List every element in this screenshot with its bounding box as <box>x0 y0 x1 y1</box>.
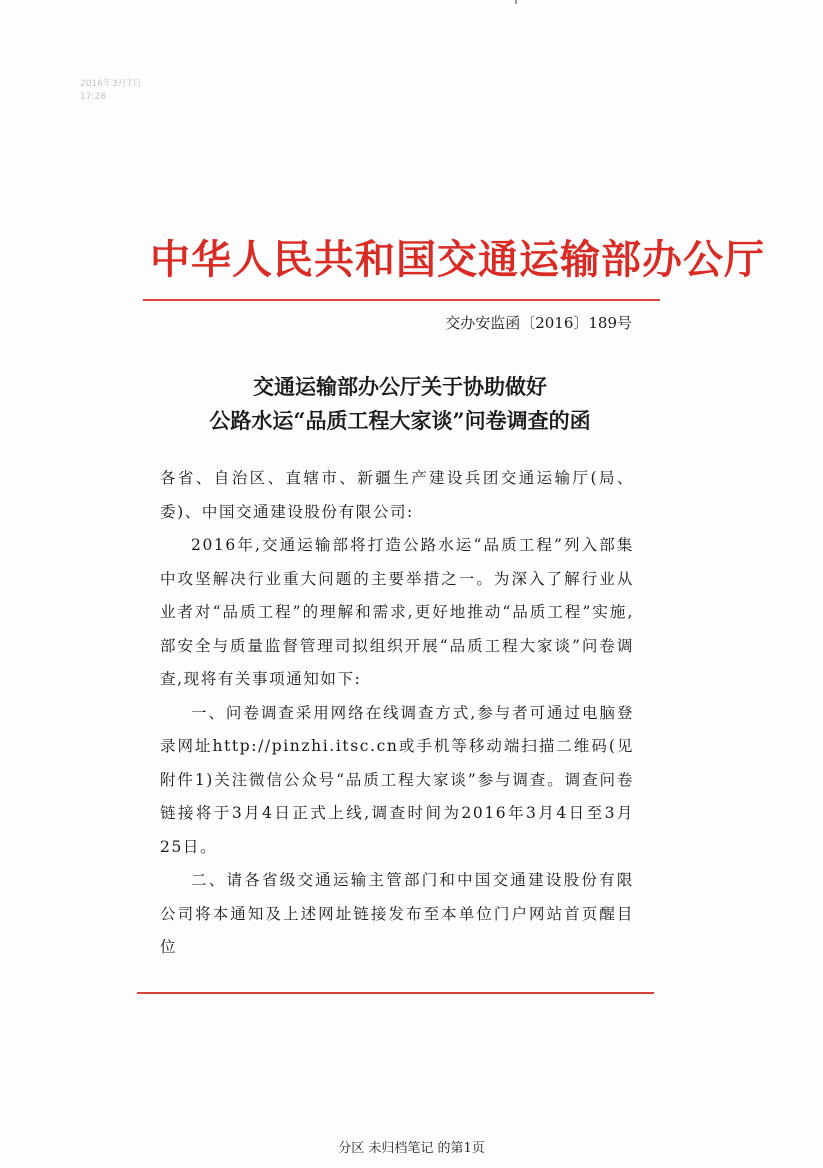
document-body <box>160 462 634 965</box>
salutation: 各省、自治区、直辖市、新疆生产建设兵团交通运输厅(局、委)、中国交通建设股份有限公司: <box>160 469 634 521</box>
received-stamp <box>80 78 141 104</box>
bottom-divider <box>137 992 654 994</box>
paragraph-3: 二、请各省级交通运输主管部门和中国交通建设股份有限公司将本通知及上述网址链接发布至本单位门户网站首页醒目位 <box>160 871 634 956</box>
stamp-date: 2016年3月7日 <box>80 79 142 89</box>
scan-mark <box>515 0 517 4</box>
document-title <box>140 370 660 438</box>
issuer-masthead: 中华人民共和国交通运输部办公厅 <box>150 236 765 283</box>
title-line-2: 公路水运“品质工程大家谈”问卷调查的函 <box>209 408 591 433</box>
page-footer: 分区 未归档笔记 的第1页 <box>338 1141 485 1156</box>
paragraph-2: 一、问卷调查采用网络在线调查方式,参与者可通过电脑登录网址http://pinzhi.itsc.cn或手机等移动端扫描二维码(见附件1)关注微信公众号“品质工程大家谈”参与调查。调查问卷链接将于3月4日正式上线,调查时间为2016年3月4日至3月25日。 <box>160 703 634 856</box>
stamp-time: 17:28 <box>80 92 106 102</box>
masthead-divider <box>143 299 660 301</box>
document-number: 交办安监函〔2016〕189号 <box>445 314 632 332</box>
paragraph-1: 2016年,交通运输部将打造公路水运“品质工程”列入部集中攻坚解决行业重大问题的主要举措之一。为深入了解行业从业者对“品质工程”的理解和需求,更好地推动“品质工程”实施,部安全与质量监督管理司拟组织开展“品质工程大家谈”问卷调查,现将有关事项通知如下: <box>160 536 634 688</box>
title-line-1: 交通运输部办公厅关于协助做好 <box>253 374 547 399</box>
